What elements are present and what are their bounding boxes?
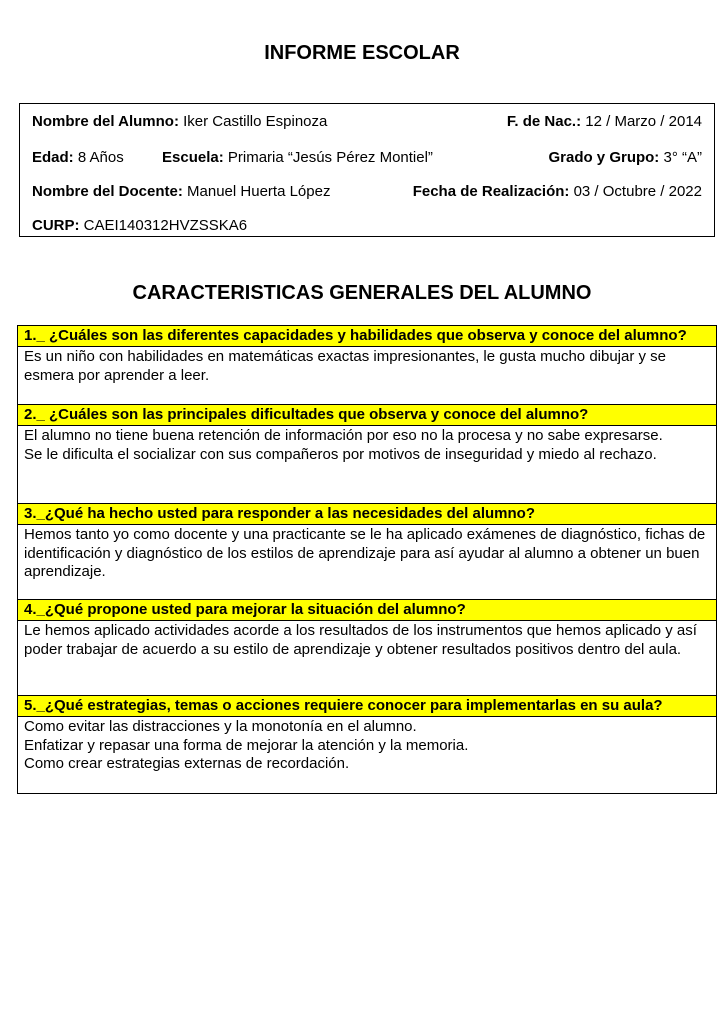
answer-4 bbox=[18, 621, 716, 695]
curp-value: CAEI140312HVZSSKA6 bbox=[83, 217, 248, 234]
report-title: INFORME ESCOLAR bbox=[264, 42, 460, 64]
question-block-3 bbox=[18, 503, 716, 599]
age-value: 8 Años bbox=[77, 149, 124, 166]
question-5: 5._¿Qué estrategias, temas o acciones requiere conocer para implementarlas en su aula? bbox=[18, 695, 716, 717]
student-name-label: Nombre del Alumno: bbox=[32, 113, 179, 130]
question-3: 3._¿Qué ha hecho usted para responder a las necesidades del alumno? bbox=[18, 503, 716, 525]
question-block-1 bbox=[18, 326, 716, 404]
grade-label: Grado y Grupo: bbox=[548, 149, 660, 166]
question-block-4 bbox=[18, 599, 716, 695]
answer-4-line-1: Le hemos aplicado actividades acorde a los resultados de los instrumentos que hemos aplicado y así poder trabajar de acuerdo a su estilo de aprendizaje y obtener resultados positivos dentro del aula. bbox=[24, 622, 697, 658]
answer-5-line-3: Como crear estrategias externas de recordación. bbox=[24, 755, 350, 772]
teacher-value: Manuel Huerta López bbox=[187, 183, 331, 200]
school-label: Escuela: bbox=[162, 149, 224, 166]
answer-3 bbox=[18, 525, 716, 599]
grade-value: 3° “A” bbox=[663, 149, 702, 166]
answer-3-line-1: Hemos tanto yo como docente y una practicante se le ha aplicado exámenes de diagnóstico, fichas de identificación y diagnóstico de los estilos de aprendizaje para así ayudar al alumno a obtener un buen aprendizaje. bbox=[24, 526, 706, 580]
answer-5-line-2: Enfatizar y repasar una forma de mejorar la atención y la memoria. bbox=[24, 736, 469, 754]
birthdate-label: F. de Nac.: bbox=[506, 113, 582, 130]
student-name-value: Iker Castillo Espinoza bbox=[183, 113, 328, 130]
age-label: Edad: bbox=[32, 149, 74, 166]
question-block-5 bbox=[18, 695, 716, 793]
question-1: 1._ ¿Cuáles son las diferentes capacidades y habilidades que observa y conoce del alumno? bbox=[18, 326, 716, 347]
questions-table bbox=[17, 325, 717, 794]
question-block-2 bbox=[18, 404, 716, 503]
answer-2-line-2: Se le dificulta el socializar con sus compañeros por motivos de inseguridad y miedo al rechazo. bbox=[24, 445, 657, 463]
answer-2 bbox=[18, 426, 716, 503]
question-4: 4._¿Qué propone usted para mejorar la situación del alumno? bbox=[18, 599, 716, 621]
answer-2-line-1: El alumno no tiene buena retención de información por eso no la procesa y no sabe expresarse. bbox=[24, 427, 663, 444]
answer-1-line-1: Es un niño con habilidades en matemáticas exactas impresionantes, le gusta mucho dibujar y se esmera por aprender a leer. bbox=[24, 348, 667, 384]
answer-1 bbox=[18, 347, 716, 404]
student-info-box bbox=[19, 103, 715, 237]
section-title: CARACTERISTICAS GENERALES DEL ALUMNO bbox=[132, 282, 592, 304]
question-2: 2._ ¿Cuáles son las principales dificultades que observa y conoce del alumno? bbox=[18, 404, 716, 426]
school-value: Primaria “Jesús Pérez Montiel” bbox=[227, 149, 433, 166]
curp-label: CURP: bbox=[32, 217, 80, 234]
answer-5-line-1: Como evitar las distracciones y la monotonía en el alumno. bbox=[24, 718, 417, 735]
date-label: Fecha de Realización: bbox=[412, 183, 570, 200]
birthdate-value: 12 / Marzo / 2014 bbox=[585, 113, 702, 130]
answer-5 bbox=[18, 717, 716, 793]
teacher-label: Nombre del Docente: bbox=[32, 183, 183, 200]
date-value: 03 / Octubre / 2022 bbox=[573, 183, 702, 200]
